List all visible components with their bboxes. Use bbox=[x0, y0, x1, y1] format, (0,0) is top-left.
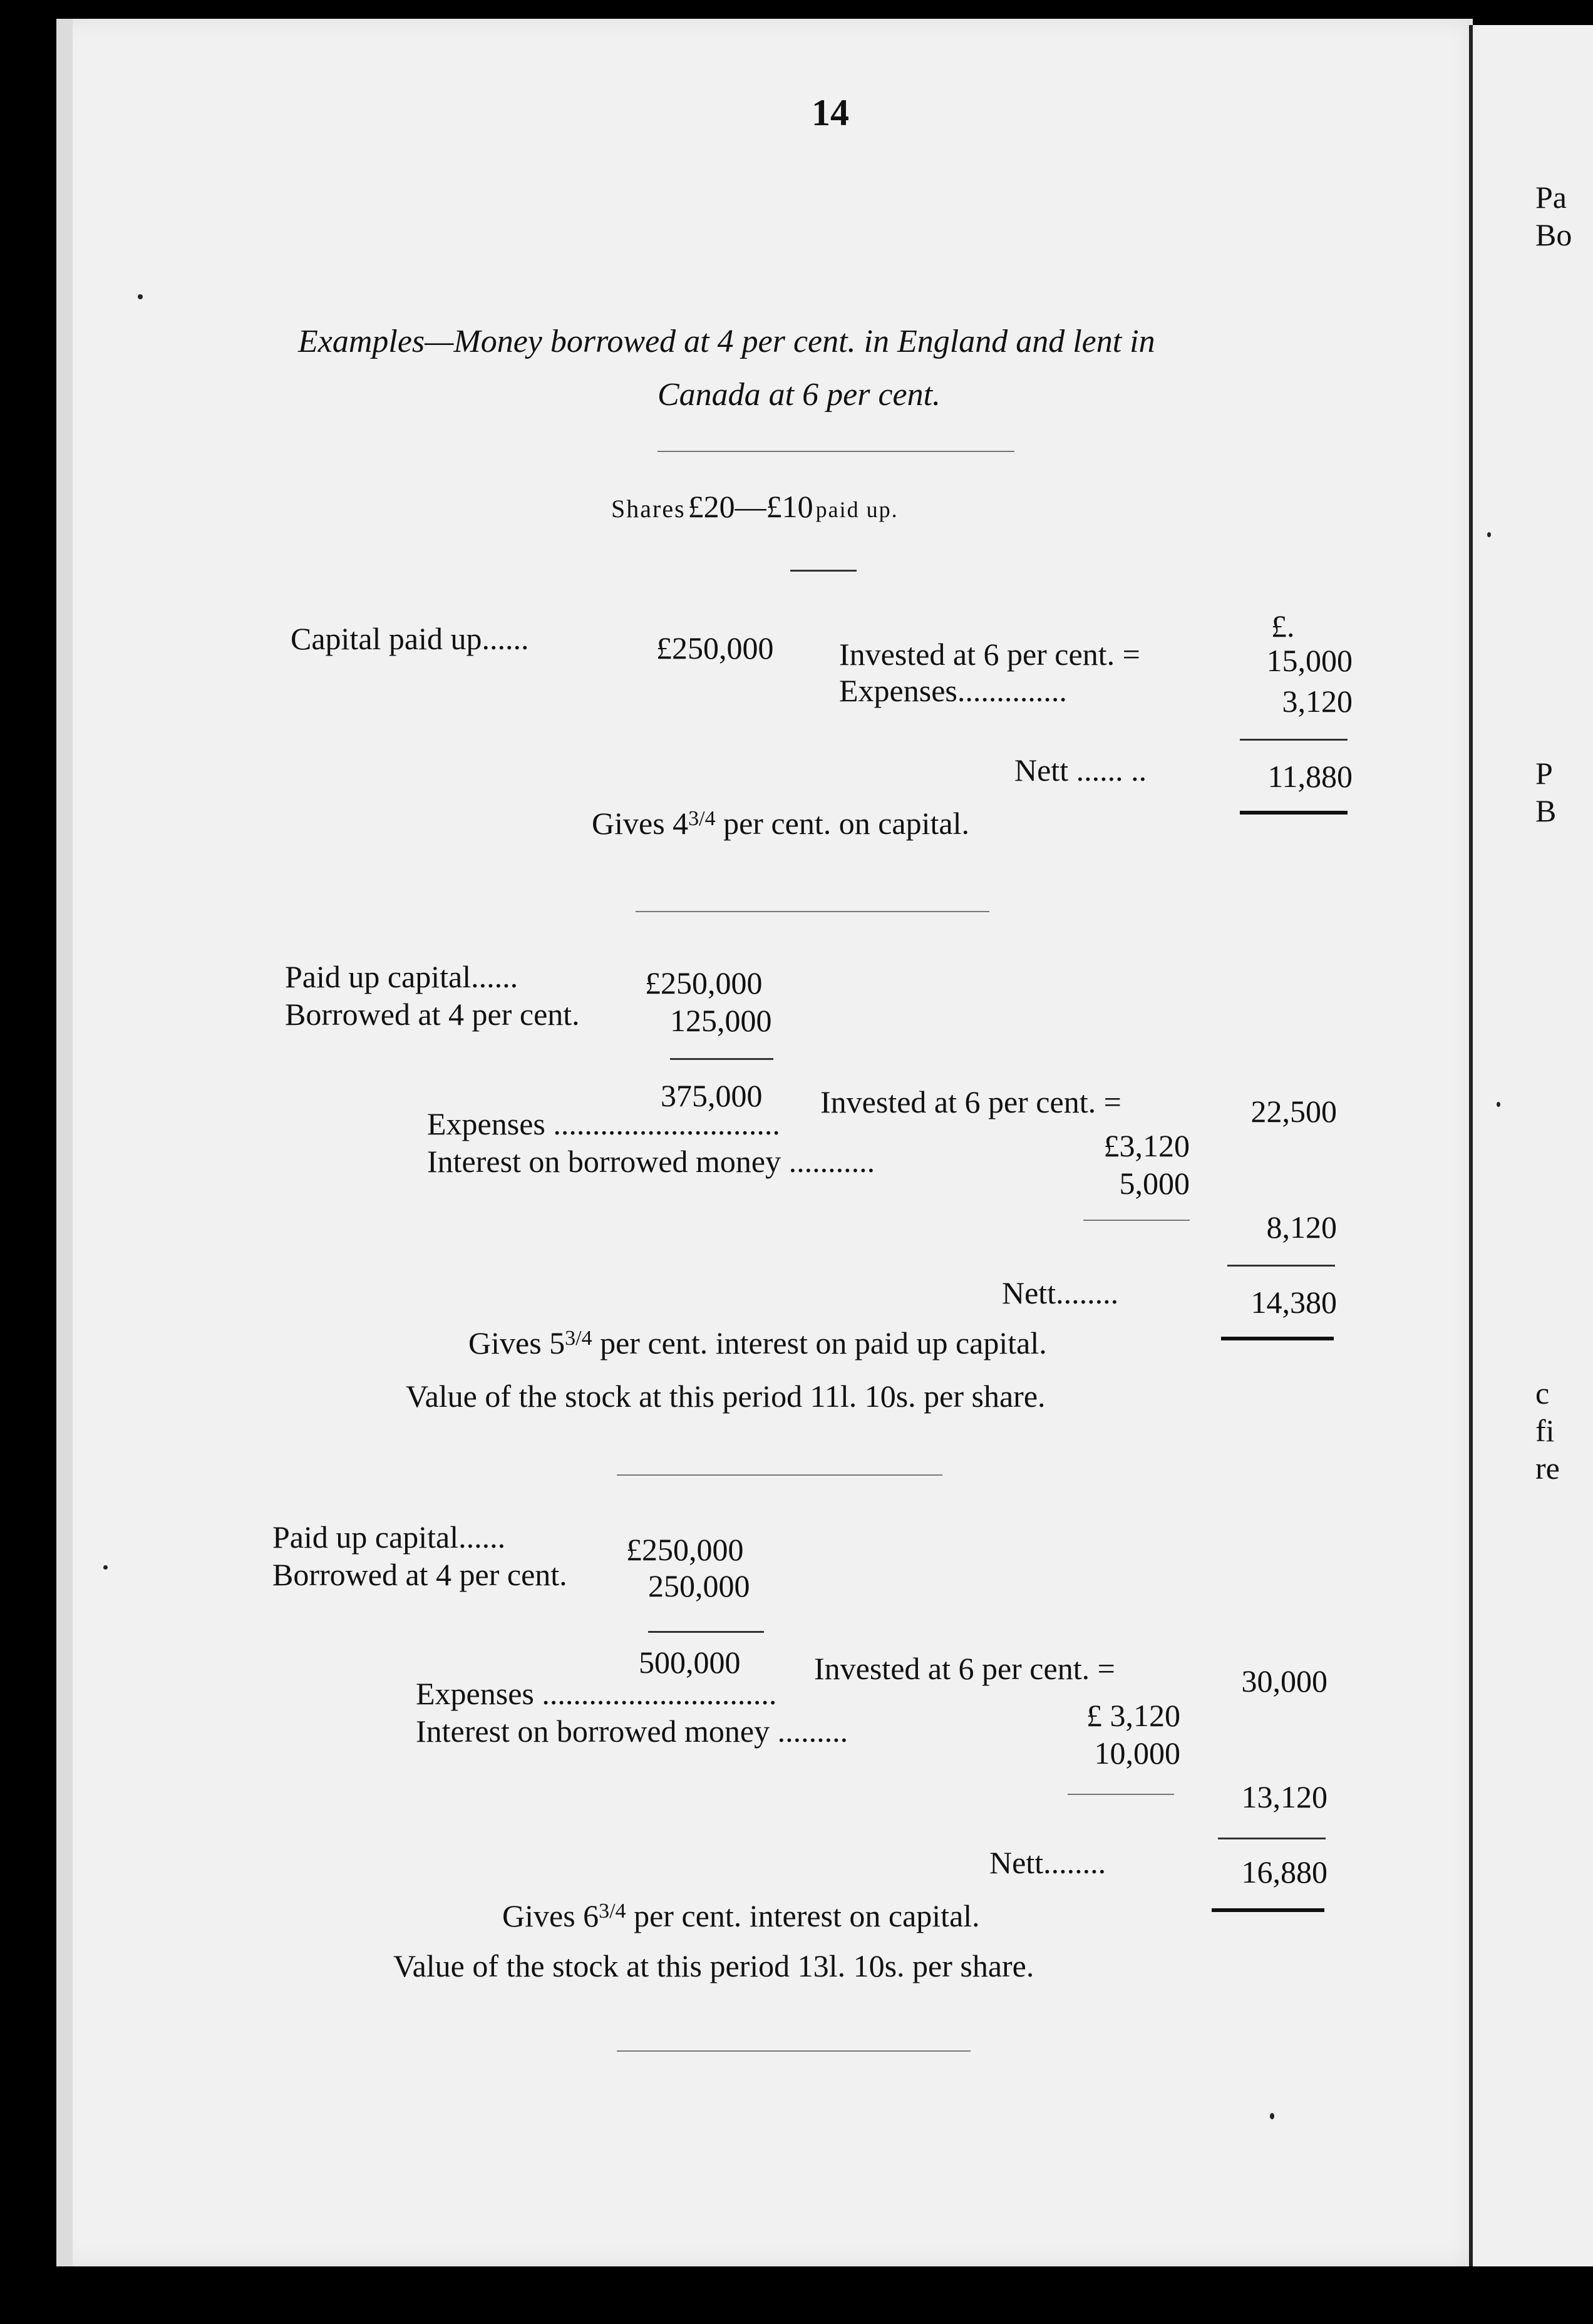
gives-statement bbox=[592, 808, 969, 839]
expenses-value: 3,120 bbox=[1282, 684, 1353, 719]
total-value: 375,000 bbox=[661, 1078, 763, 1113]
expenses-value: £ 3,120 bbox=[1086, 1698, 1180, 1733]
adjacent-fragment: B bbox=[1535, 793, 1557, 828]
invested-label: Invested at 6 per cent. = bbox=[839, 637, 1140, 672]
shares-price: £20—£10 bbox=[688, 489, 813, 524]
nett-value: 14,380 bbox=[1250, 1285, 1337, 1320]
shares-suffix: paid up. bbox=[815, 497, 899, 522]
total-rule bbox=[1221, 1337, 1334, 1340]
gives-fraction: 3/4 bbox=[565, 1327, 592, 1350]
paid-up-value: £250,000 bbox=[645, 965, 763, 1000]
adjacent-fragment: fi bbox=[1535, 1413, 1555, 1448]
heading-line-1: Examples—Money borrowed at 4 per cent. in England and lent in bbox=[298, 324, 1155, 359]
stock-value-line: Value of the stock at this period 13l. 10s. per share. bbox=[393, 1948, 1034, 1983]
scan-speck bbox=[1270, 2113, 1274, 2119]
invested-value: 22,500 bbox=[1250, 1094, 1337, 1129]
sum-rule bbox=[670, 1058, 773, 1060]
invested-value: 30,000 bbox=[1241, 1663, 1328, 1699]
borrowed-value: 125,000 bbox=[670, 1003, 772, 1038]
subtotal-value: 8,120 bbox=[1266, 1210, 1337, 1245]
adjacent-fragment: P bbox=[1535, 756, 1553, 791]
divider bbox=[636, 911, 989, 912]
interest-value: 5,000 bbox=[1119, 1166, 1190, 1201]
gives-statement bbox=[468, 1327, 1047, 1359]
paid-up-value: £250,000 bbox=[626, 1532, 744, 1567]
sum-rule bbox=[1068, 1794, 1174, 1795]
gives-rest: per cent. on capital. bbox=[723, 806, 969, 841]
sum-rule bbox=[648, 1631, 764, 1633]
page-gutter bbox=[56, 19, 73, 2266]
gives-text: Gives 5 bbox=[468, 1325, 565, 1360]
divider bbox=[657, 451, 1014, 452]
invested-label: Invested at 6 per cent. = bbox=[814, 1651, 1115, 1686]
gives-text: Gives 4 bbox=[592, 806, 689, 841]
expenses-label: Expenses ............................. bbox=[427, 1106, 780, 1141]
sum-rule bbox=[1218, 1838, 1326, 1839]
adjacent-page bbox=[1469, 25, 1593, 2266]
adjacent-fragment: Pa bbox=[1535, 180, 1567, 215]
divider bbox=[790, 570, 857, 572]
gives-rest: per cent. interest on capital. bbox=[634, 1898, 980, 1933]
total-rule bbox=[1240, 811, 1348, 815]
interest-label: Interest on borrowed money ......... bbox=[416, 1714, 848, 1749]
paid-up-label: Paid up capital...... bbox=[272, 1519, 506, 1555]
sum-rule bbox=[1240, 739, 1348, 741]
sum-rule bbox=[1227, 1265, 1335, 1267]
divider bbox=[617, 1474, 942, 1476]
scan-speck bbox=[1487, 532, 1491, 537]
subtotal-value: 13,120 bbox=[1241, 1779, 1328, 1814]
scan-speck bbox=[1497, 1102, 1500, 1107]
gives-fraction: 3/4 bbox=[599, 1900, 626, 1923]
nett-value: 16,880 bbox=[1241, 1854, 1328, 1890]
nett-label: Nett........ bbox=[1002, 1275, 1119, 1310]
currency-header: £. bbox=[1271, 609, 1295, 644]
total-value: 500,000 bbox=[639, 1645, 741, 1680]
expenses-value: £3,120 bbox=[1103, 1128, 1190, 1163]
borrowed-label: Borrowed at 4 per cent. bbox=[272, 1557, 567, 1592]
gives-statement bbox=[502, 1900, 980, 1931]
adjacent-fragment: c bbox=[1535, 1375, 1550, 1411]
gives-rest: per cent. interest on paid up capital. bbox=[600, 1325, 1047, 1360]
heading-line-2: Canada at 6 per cent. bbox=[657, 377, 941, 413]
invested-label: Invested at 6 per cent. = bbox=[820, 1084, 1121, 1119]
adjacent-fragment: Bo bbox=[1535, 217, 1572, 252]
capital-value: £250,000 bbox=[656, 630, 774, 666]
borrowed-value: 250,000 bbox=[648, 1568, 750, 1603]
sum-rule bbox=[1083, 1220, 1190, 1221]
divider bbox=[617, 2050, 971, 2052]
nett-label: Nett........ bbox=[989, 1845, 1106, 1880]
shares-heading bbox=[611, 488, 899, 525]
borrowed-label: Borrowed at 4 per cent. bbox=[285, 997, 580, 1032]
interest-label: Interest on borrowed money ........... bbox=[427, 1144, 875, 1179]
expenses-label: Expenses.............. bbox=[839, 673, 1067, 708]
paid-up-label: Paid up capital...... bbox=[285, 959, 518, 994]
gives-fraction: 3/4 bbox=[688, 807, 716, 830]
invested-value: 15,000 bbox=[1266, 643, 1353, 678]
page-number: 14 bbox=[812, 92, 849, 133]
capital-label: Capital paid up...... bbox=[291, 621, 529, 656]
scan-speck bbox=[103, 1565, 108, 1570]
shares-prefix: Shares bbox=[611, 495, 686, 523]
nett-label: Nett ...... .. bbox=[1014, 753, 1147, 788]
gives-text: Gives 6 bbox=[502, 1898, 599, 1933]
adjacent-fragment: re bbox=[1535, 1451, 1560, 1486]
interest-value: 10,000 bbox=[1094, 1735, 1180, 1771]
nett-value: 11,880 bbox=[1267, 759, 1353, 794]
expenses-label: Expenses .............................. bbox=[416, 1676, 777, 1711]
stock-value-line: Value of the stock at this period 11l. 10s. per share. bbox=[406, 1379, 1046, 1414]
scan-speck bbox=[138, 294, 143, 299]
total-rule bbox=[1212, 1908, 1324, 1912]
